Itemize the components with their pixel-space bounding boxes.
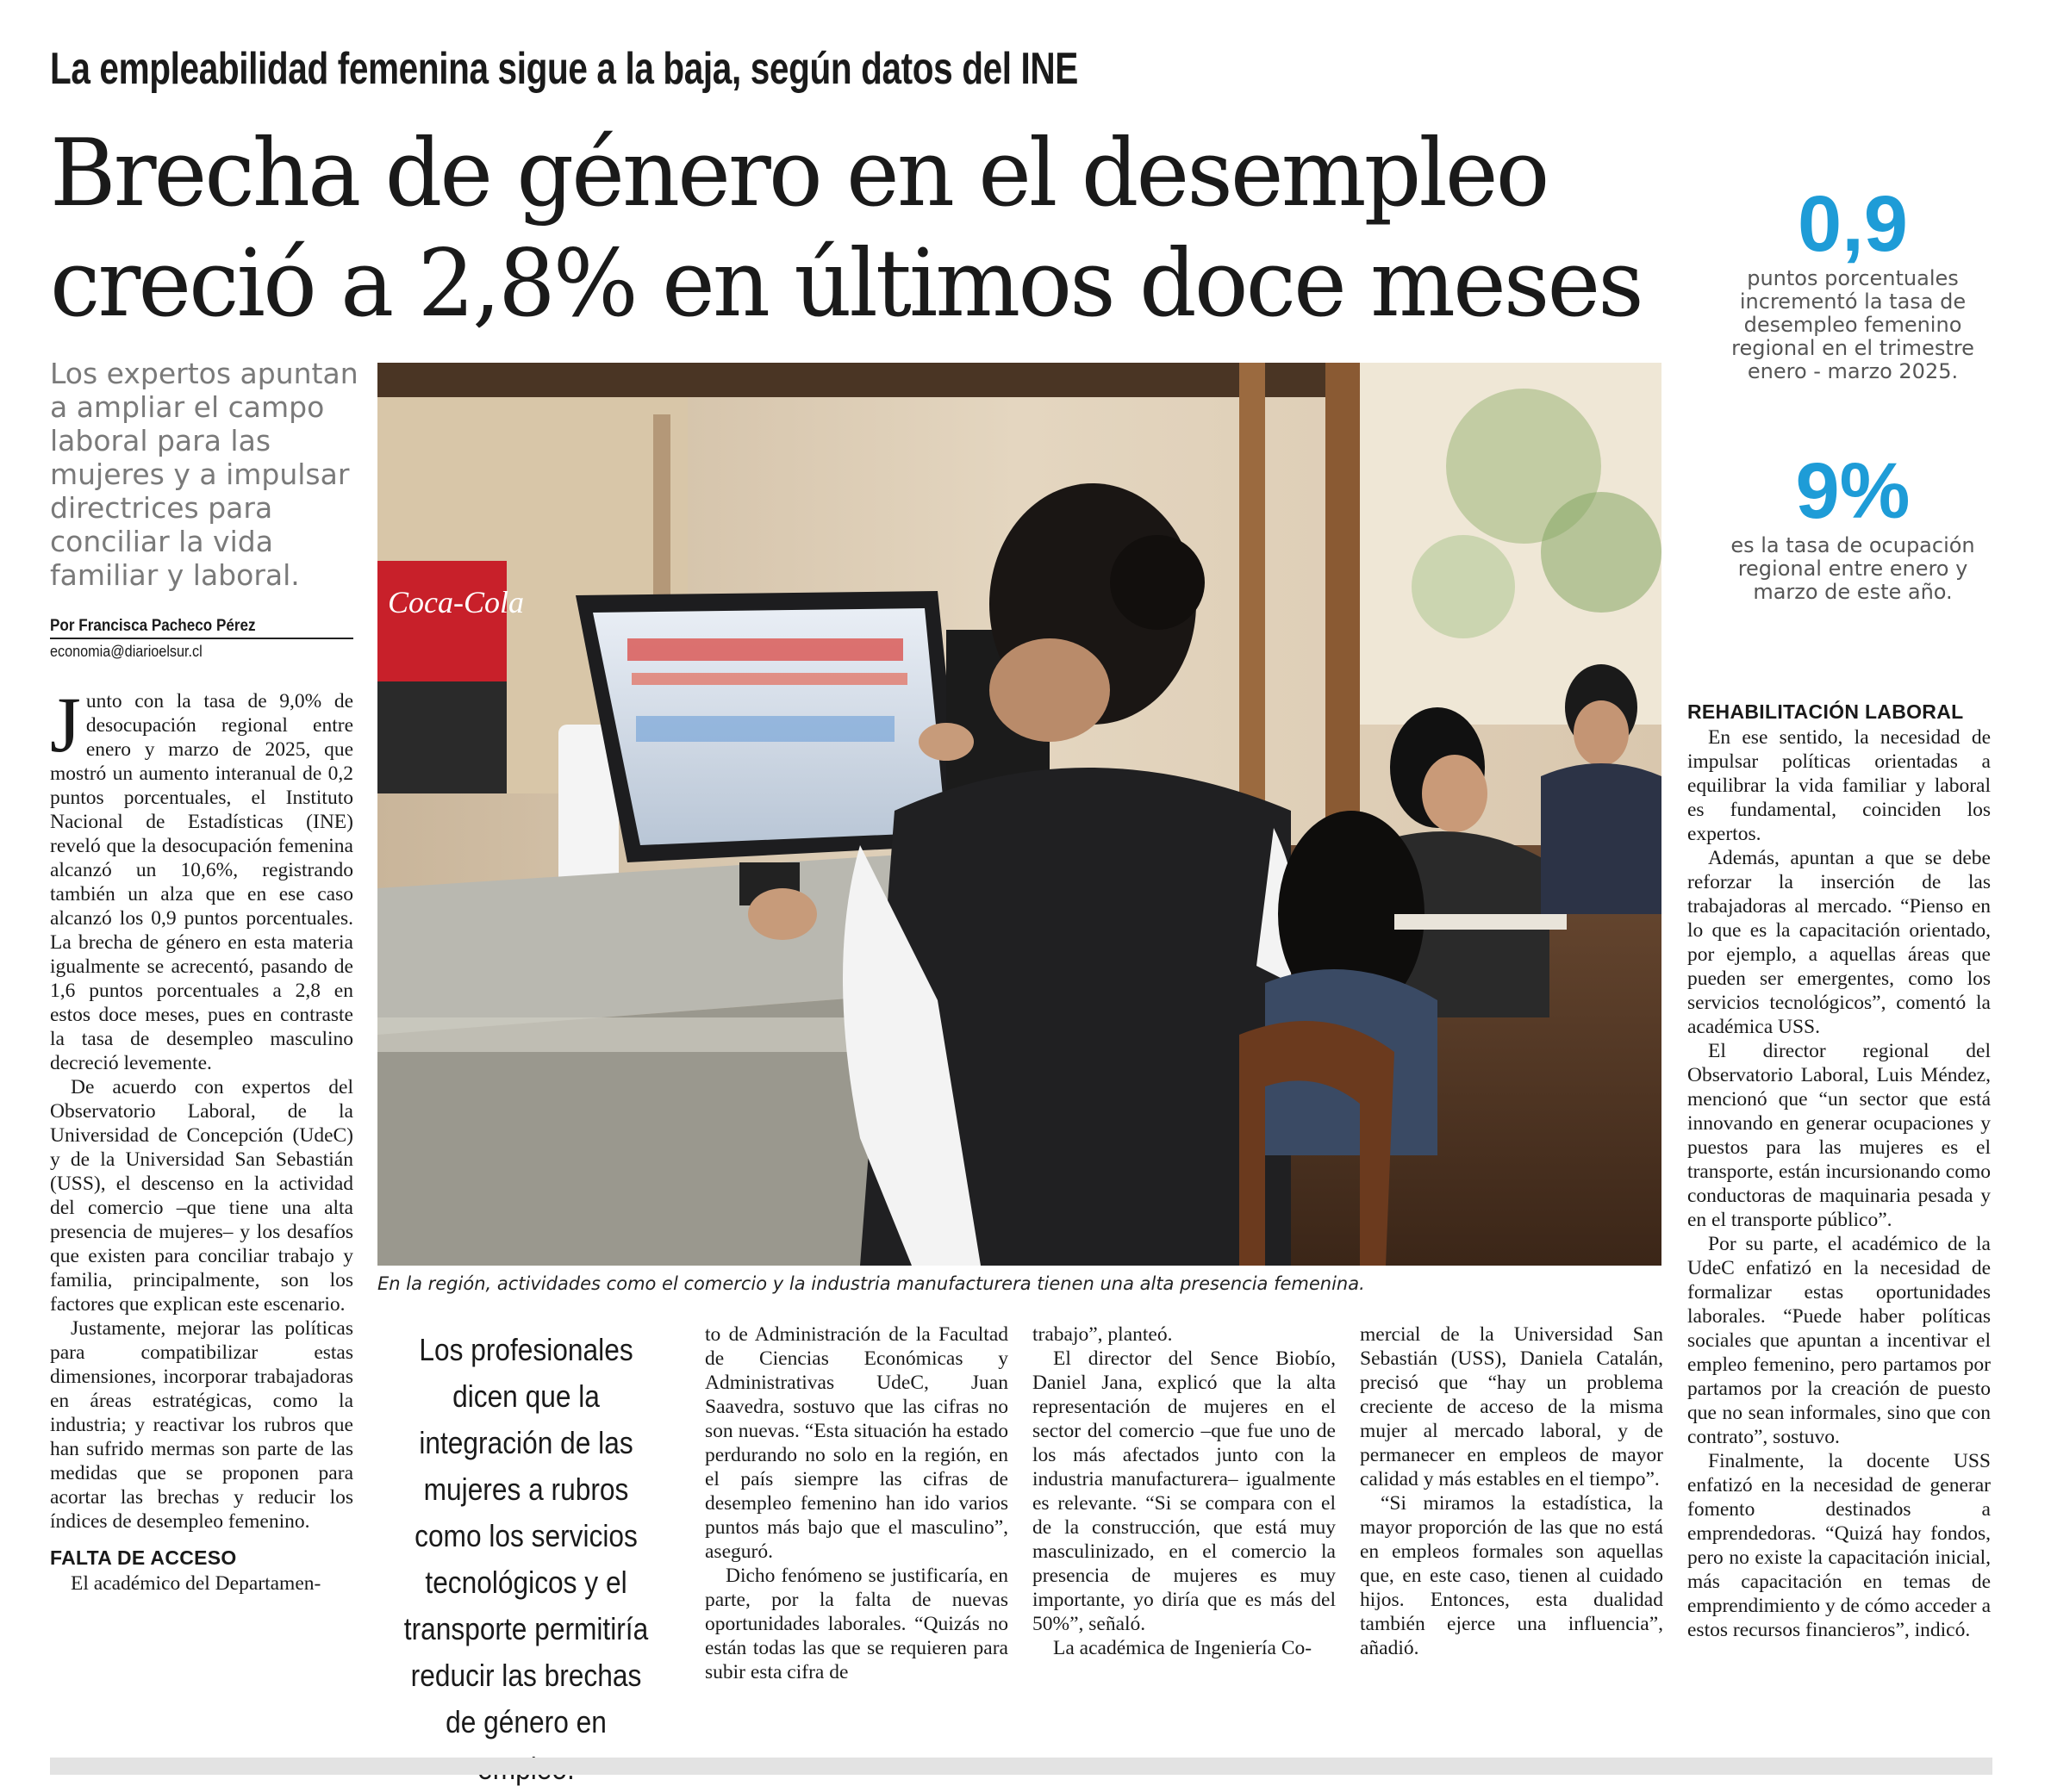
- stat-desc-line: enero - marzo 2025.: [1747, 359, 1959, 383]
- stat-desc-line: es la tasa de ocupación: [1730, 533, 1975, 557]
- paragraph: [50, 681, 353, 1075]
- paragraph: “Si miramos la estadística, la mayor proporción de las que no está en empleos formales son aquellas que, en este caso, tienen al cuidado hijos. Entonces, esta dualidad también ejerce una influencia”, añadió.: [1360, 1492, 1663, 1659]
- paragraph: Además, apuntan a que se debe reforzar la inserción de las trabajadoras al mercado. “Pienso en lo que es la capacitación orientado, por ejemplo, a aquellas áreas que pueden ser emergentes, como los servicios tecnológicos”, comentó la académica USS.: [1687, 847, 1991, 1038]
- drop-cap: J: [50, 681, 81, 768]
- paragraph: mercial de la Universidad San Sebastián (USS), Daniela Catalán, precisó que “hay un problema creciente de acceso de la misma mujer al mercado laboral, y de permanecer en empleos de mayor calidad y más estables en el tiempo”.: [1360, 1323, 1663, 1490]
- paragraph: to de Administración de la Facultad de Ciencias Económicas y Administrativas UdeC, Juan Saavedra, sostuvo que las cifras no son nuevas. “Esta situación ha estado perdurando no solo en la región, en el país siempre las cifras de desempleo femenino han ido varios puntos más bajo que el masculino”, aseguró.: [705, 1323, 1008, 1563]
- paragraph: La académica de Ingeniería Co-: [1053, 1637, 1312, 1659]
- paragraph: El director del Sence Biobío, Daniel Jana, explicó que la alta representación de mujeres en el sector del comercio –que fue uno de los más afectados junto con la industria manufacturera– igualmente es relevante. “Si se compara con el de la construcción, que está muy masculinizado, en el comercio la presencia de mujeres es muy importante, yo diría que es más del 50%”, señaló.: [1032, 1347, 1336, 1635]
- section-subhead: REHABILITACIÓN LABORAL: [1687, 700, 1964, 723]
- stat-block-2: [1724, 448, 1982, 604]
- article-column-3: [1032, 1322, 1336, 1660]
- section-subhead: FALTA DE ACCESO: [50, 1546, 237, 1569]
- stat-description: [1724, 534, 1982, 604]
- headline-line-2: creció a 2,8% en últimos doce meses: [50, 230, 1642, 338]
- article-column-2: [705, 1322, 1008, 1684]
- author-email[interactable]: economia@diarioelsur.cl: [50, 643, 203, 660]
- stat-desc-line: puntos porcentuales: [1747, 266, 1959, 290]
- byline: Por Francisca Pacheco Pérez: [50, 617, 256, 635]
- article-deck: Los expertos apuntan a ampliar el campo laboral para las mujeres y a impulsar directrices para conciliar la vida familiar y laboral.: [50, 357, 358, 592]
- paragraph: El académico del Departamen-: [71, 1572, 321, 1595]
- stat-description: [1724, 267, 1982, 383]
- headline-line-1: Brecha de género en el desempleo: [50, 120, 1548, 227]
- paragraph: De acuerdo con expertos del Observatorio Laboral, de la Universidad de Concepción (UdeC) y de la Universidad San Sebastián (USS), el descenso en la actividad del comercio –que tiene una alta presencia de mujeres– y los desafíos que existen para conciliar trabajo y familia, principalmente, son los factores que explican este escenario.: [50, 1076, 353, 1316]
- paragraph-text: unto con la tasa de 9,0% de desocupación regional entre enero y marzo de 2025, que mostró un aumento interanual de 0,2 puntos porcentuales, el Instituto Nacional de Estadísticas (INE) reveló que la desocupación femenina alcanzó un 10,6%, registrando también un alza que en ese caso alcanzó los 0,9 puntos porcentuales. La brecha de género en esta materia igualmente se acrecentó, pasando de 1,6 puntos porcentuales a 2,8 en estos doce meses, pues en contraste la tasa de desempleo masculino decreció levemente.: [50, 690, 353, 1074]
- stat-block-1: [1724, 181, 1982, 383]
- paragraph: Por su parte, el académico de la UdeC enfatizó en la necesidad de formalizar estas oportunidades laborales. “Puede haber políticas sociales que apuntan a incentivar el empleo femenino, pero partamos por partamos por la creación de puesto que no sean informales, sino que con contrato”, sostuvo.: [1687, 1233, 1991, 1448]
- paragraph: Finalmente, la docente USS enfatizó en la necesidad de generar fomento destinados a emprendedoras. “Quizá hay fondos, pero no existe la capacitación inicial, más capacitación en temas de emprendimiento y de cómo acceder a estos recursos financieros”, indicó.: [1687, 1450, 1991, 1641]
- stat-number: 9%: [1795, 447, 1911, 535]
- paragraph: El director regional del Observatorio Laboral, Luis Méndez, mencionó que “un sector que está innovando en generar ocupaciones y puestos para las mujeres es el transporte, están incursionando como conductoras de maquinaria pesada y en el transporte público”.: [1687, 1040, 1991, 1231]
- article-column-4: [1360, 1322, 1663, 1660]
- stat-desc-line: marzo de este año.: [1753, 580, 1953, 604]
- page-footer-bar: [50, 1758, 1992, 1775]
- stat-desc-line: regional en el trimestre: [1731, 336, 1974, 360]
- stat-desc-line: incrementó la tasa de: [1739, 289, 1967, 314]
- paragraph: Justamente, mejorar las políticas para compatibilizar estas dimensiones, incorporar trabajadoras en áreas estratégicas, como la industria; y reactivar los rubros que han sufrido mermas son parte de las medidas que se proponen para acortar las brechas y reducir los índices de desempleo femenino.: [50, 1317, 353, 1533]
- photo-caption: En la región, actividades como el comercio y la industria manufacturera tienen una alta presencia femenina.: [377, 1273, 1365, 1294]
- paragraph: trabajo”, planteó.: [1032, 1323, 1173, 1346]
- article-photo: [377, 363, 1661, 1266]
- pull-quote: Los profesionales dicen que la integración de las mujeres a rubros como los servicios tecnológicos y el transporte permitiría reducir las brechas de género en: [403, 1332, 649, 1739]
- restaurant-cashier-photo: [377, 363, 1661, 1266]
- byline-divider: [50, 638, 353, 639]
- stat-desc-line: regional entre enero y: [1737, 557, 1968, 581]
- stat-number: 0,9: [1798, 180, 1908, 268]
- stat-desc-line: desempleo femenino: [1743, 313, 1962, 337]
- article-column-1: [50, 681, 353, 1596]
- paragraph: En ese sentido, la necesidad de impulsar políticas orientadas a equilibrar la vida familiar y laboral es fundamental, coinciden los expertos.: [1687, 726, 1991, 845]
- soda-sign-text: Coca-Cola: [388, 585, 524, 619]
- article-headline: [50, 119, 1642, 339]
- article-kicker: La empleabilidad femenina sigue a la baja, según datos del INE: [50, 44, 1078, 94]
- paragraph: Dicho fenómeno se justificaría, en parte, por la falta de nuevas oportunidades laborales. “Quizás no están todas las que se requieren para subir esta cifra de: [705, 1565, 1008, 1683]
- article-column-5: [1687, 700, 1991, 1642]
